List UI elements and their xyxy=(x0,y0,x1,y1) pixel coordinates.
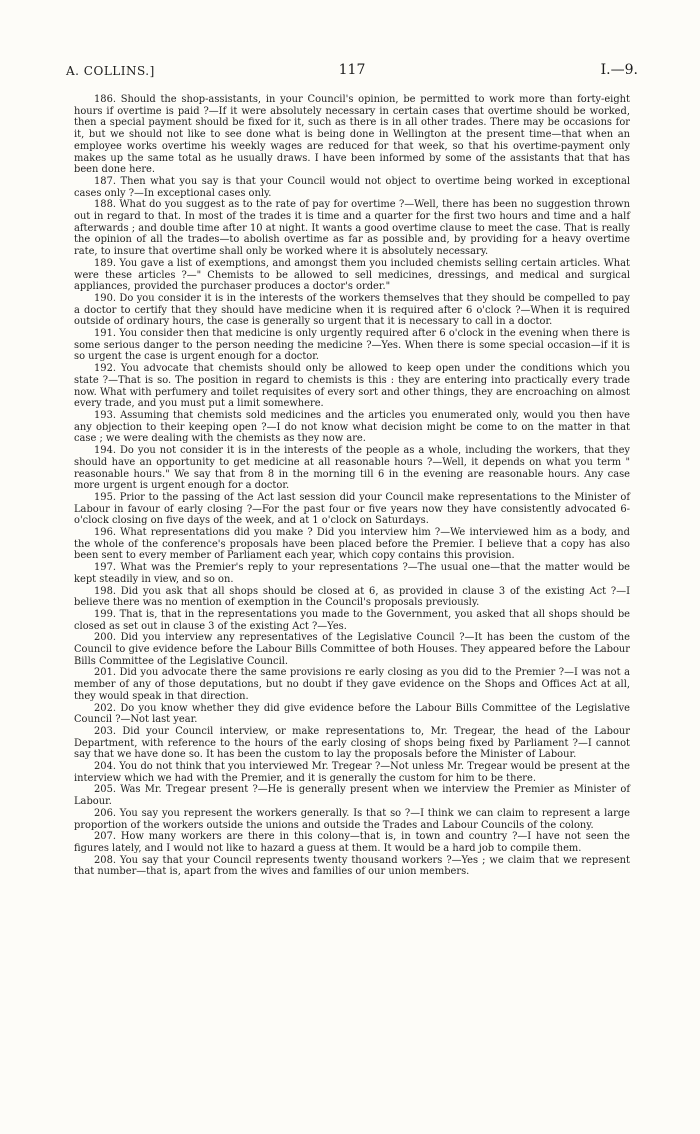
document-reference: I.—9. xyxy=(600,62,638,78)
question-189: 189. You gave a list of exemptions, and amongst them you included chemists selling certain articles. What were these articles ?—" Chemists to be allowed to sell medicines, dressings, and medical and surgical appliances, provided the purchaser produces a doctor's order." xyxy=(74,257,630,293)
question-190: 190. Do you consider it is in the interests of the workers themselves that they should be compelled to pay a doctor to certify that they should have medicine when it is required after 6 o'clock ?—When it is required outside of ordinary hours, the case is generally so urgent that it is necessary to call in a doctor. xyxy=(74,292,630,328)
question-197: 197. What was the Premier's reply to your representations ?—The usual one—that the matter would be kept steadily in view, and so on. xyxy=(74,562,630,585)
question-187: 187. Then what you say is that your Council would not object to overtime being worked in exceptional cases only ?—In exceptional cases only. xyxy=(74,175,630,199)
question-207: 207. How many workers are there in this colony—that is, in town and country ?—I have not seen the figures lately, and I would not like to hazard a guess at them. It would be a hard job to compile them. xyxy=(74,831,630,854)
question-208: 208. You say that your Council represents twenty thousand workers ?—Yes ; we claim that we represent that number—that is, apart from the wives and families of our union members. xyxy=(74,854,630,878)
question-196: 196. What representations did you make ? Did you interview him ?—We interviewed him as a body, and the whole of the conference's proposals have been placed before the Premier. I believe that a copy has also been sent to every member of Parliament each year, which copy contains this provision. xyxy=(74,527,630,562)
question-188: 188. What do you suggest as to the rate of pay for overtime ?—Well, there has been no suggestion thrown out in regard to that. In most of the trades it is time and a quarter for the first two hours and time and a half afterwards ; and double time after 10 at night. It wants a good overtime clause to meet the case. That is really the opinion of all the trades—to abolish overtime as far as possible and, by providing for a heavy overtime rate, to insure that overtime shall only be worked where it is absolutely necessary. xyxy=(74,199,630,258)
question-199: 199. That is, that in the representations you made to the Government, you asked that all shops should be closed as set out in clause 3 of the existing Act ?—Yes. xyxy=(74,608,630,632)
question-203: 203. Did your Council interview, or make representations to, Mr. Tregear, the head of the Labour Department, with reference to the hours of the early closing of shops being fixed by Parliament ?—I cannot say that we have done so. It has been the custom to lay the proposals before the Minister of Labour. xyxy=(74,725,630,761)
question-205: 205. Was Mr. Tregear present ?—He is generally present when we interview the Premier as Minister of Labour. xyxy=(74,784,630,808)
page-number: 117 xyxy=(338,62,366,78)
question-198: 198. Did you ask that all shops should be closed at 6, as provided in clause 3 of the existing Act ?—I believe there was no mention of exemption in the Council's proposals previously. xyxy=(74,585,630,609)
question-191: 191. You consider then that medicine is only urgently required after 6 o'clock in the evening when there is some serious danger to the person needing the medicine ?—Yes. When there is some special occasion—if it is so urgent the case is urgent enough for a doctor. xyxy=(74,328,630,363)
question-186: 186. Should the shop-assistants, in your Council's opinion, be permitted to work more than forty-eight hours if overtime is paid ?—If it were absolutely necessary in certain cases that overtime should be worked, then a special payment should be fixed for it, such as there is in all other trades. There may be occasions for it, but we should not like to see done what is being done in Wellington at the present time—that when an employee works overtime his weekly wages are reduced for that week, so that his overtime-payment only makes up the same total as he usually draws. I have been informed by some of the assistants that that has been done here. xyxy=(74,94,630,176)
question-195: 195. Prior to the passing of the Act last session did your Council make representations to the Minister of Labour in favour of early closing ?—For the past four or five years now they have consistently advocated 6-o'clock closing on five days of the week, and at 1 o'clock on Saturdays. xyxy=(74,491,630,527)
question-193: 193. Assuming that chemists sold medicines and the articles you enumerated only, would you then have any objection to their keeping open ?—I do not know what decision might be come to on the matter in that case ; we were dealing with the chemists as they now are. xyxy=(74,409,630,445)
question-192: 192. You advocate that chemists should only be allowed to keep open under the conditions which you state ?—That is so. The position in regard to chemists is this : they are entering into practically every trade now. What with perfumery and toilet requisites of every sort and other things, they are encroaching on almost every trade, and you must put a limit somewhere. xyxy=(74,363,630,410)
question-206: 206. You say you represent the workers generally. Is that so ?—I think we can claim to represent a large proportion of the workers outside the unions and outside the Trades and Labour Councils of the colony. xyxy=(74,807,630,831)
header-witness-name: A. COLLINS.] xyxy=(66,64,155,78)
question-194: 194. Do you not consider it is in the interests of the people as a whole, including the workers, that they should have an opportunity to get medicine at all reasonable hours ?—Well, it depends on what you term " reasonable hours." We say that from 8 in the morning till 6 in the evening are reasonable hours. Any case more urgent is urgent enough for a doctor. xyxy=(74,445,630,492)
page-header xyxy=(66,62,638,82)
testimony-body xyxy=(74,94,630,878)
question-201: 201. Did you advocate there the same provisions re early closing as you did to the Premier ?—I was not a member of any of those deputations, but no doubt if they gave evidence on the Shops and Offices Act at all, they would speak in that direction. xyxy=(74,667,630,702)
question-204: 204. You do not think that you interviewed Mr. Tregear ?—Not unless Mr. Tregear would be present at the interview which we had with the Premier, and it is generally the custom for him to be there. xyxy=(74,761,630,784)
question-202: 202. Do you know whether they did give evidence before the Labour Bills Committee of the Legislative Council ?—Not last year. xyxy=(74,702,630,726)
question-200: 200. Did you interview any representatives of the Legislative Council ?—It has been the custom of the Council to give evidence before the Labour Bills Committee of both Houses. They appeared before the Labour Bills Committee of the Legislative Council. xyxy=(74,632,630,667)
